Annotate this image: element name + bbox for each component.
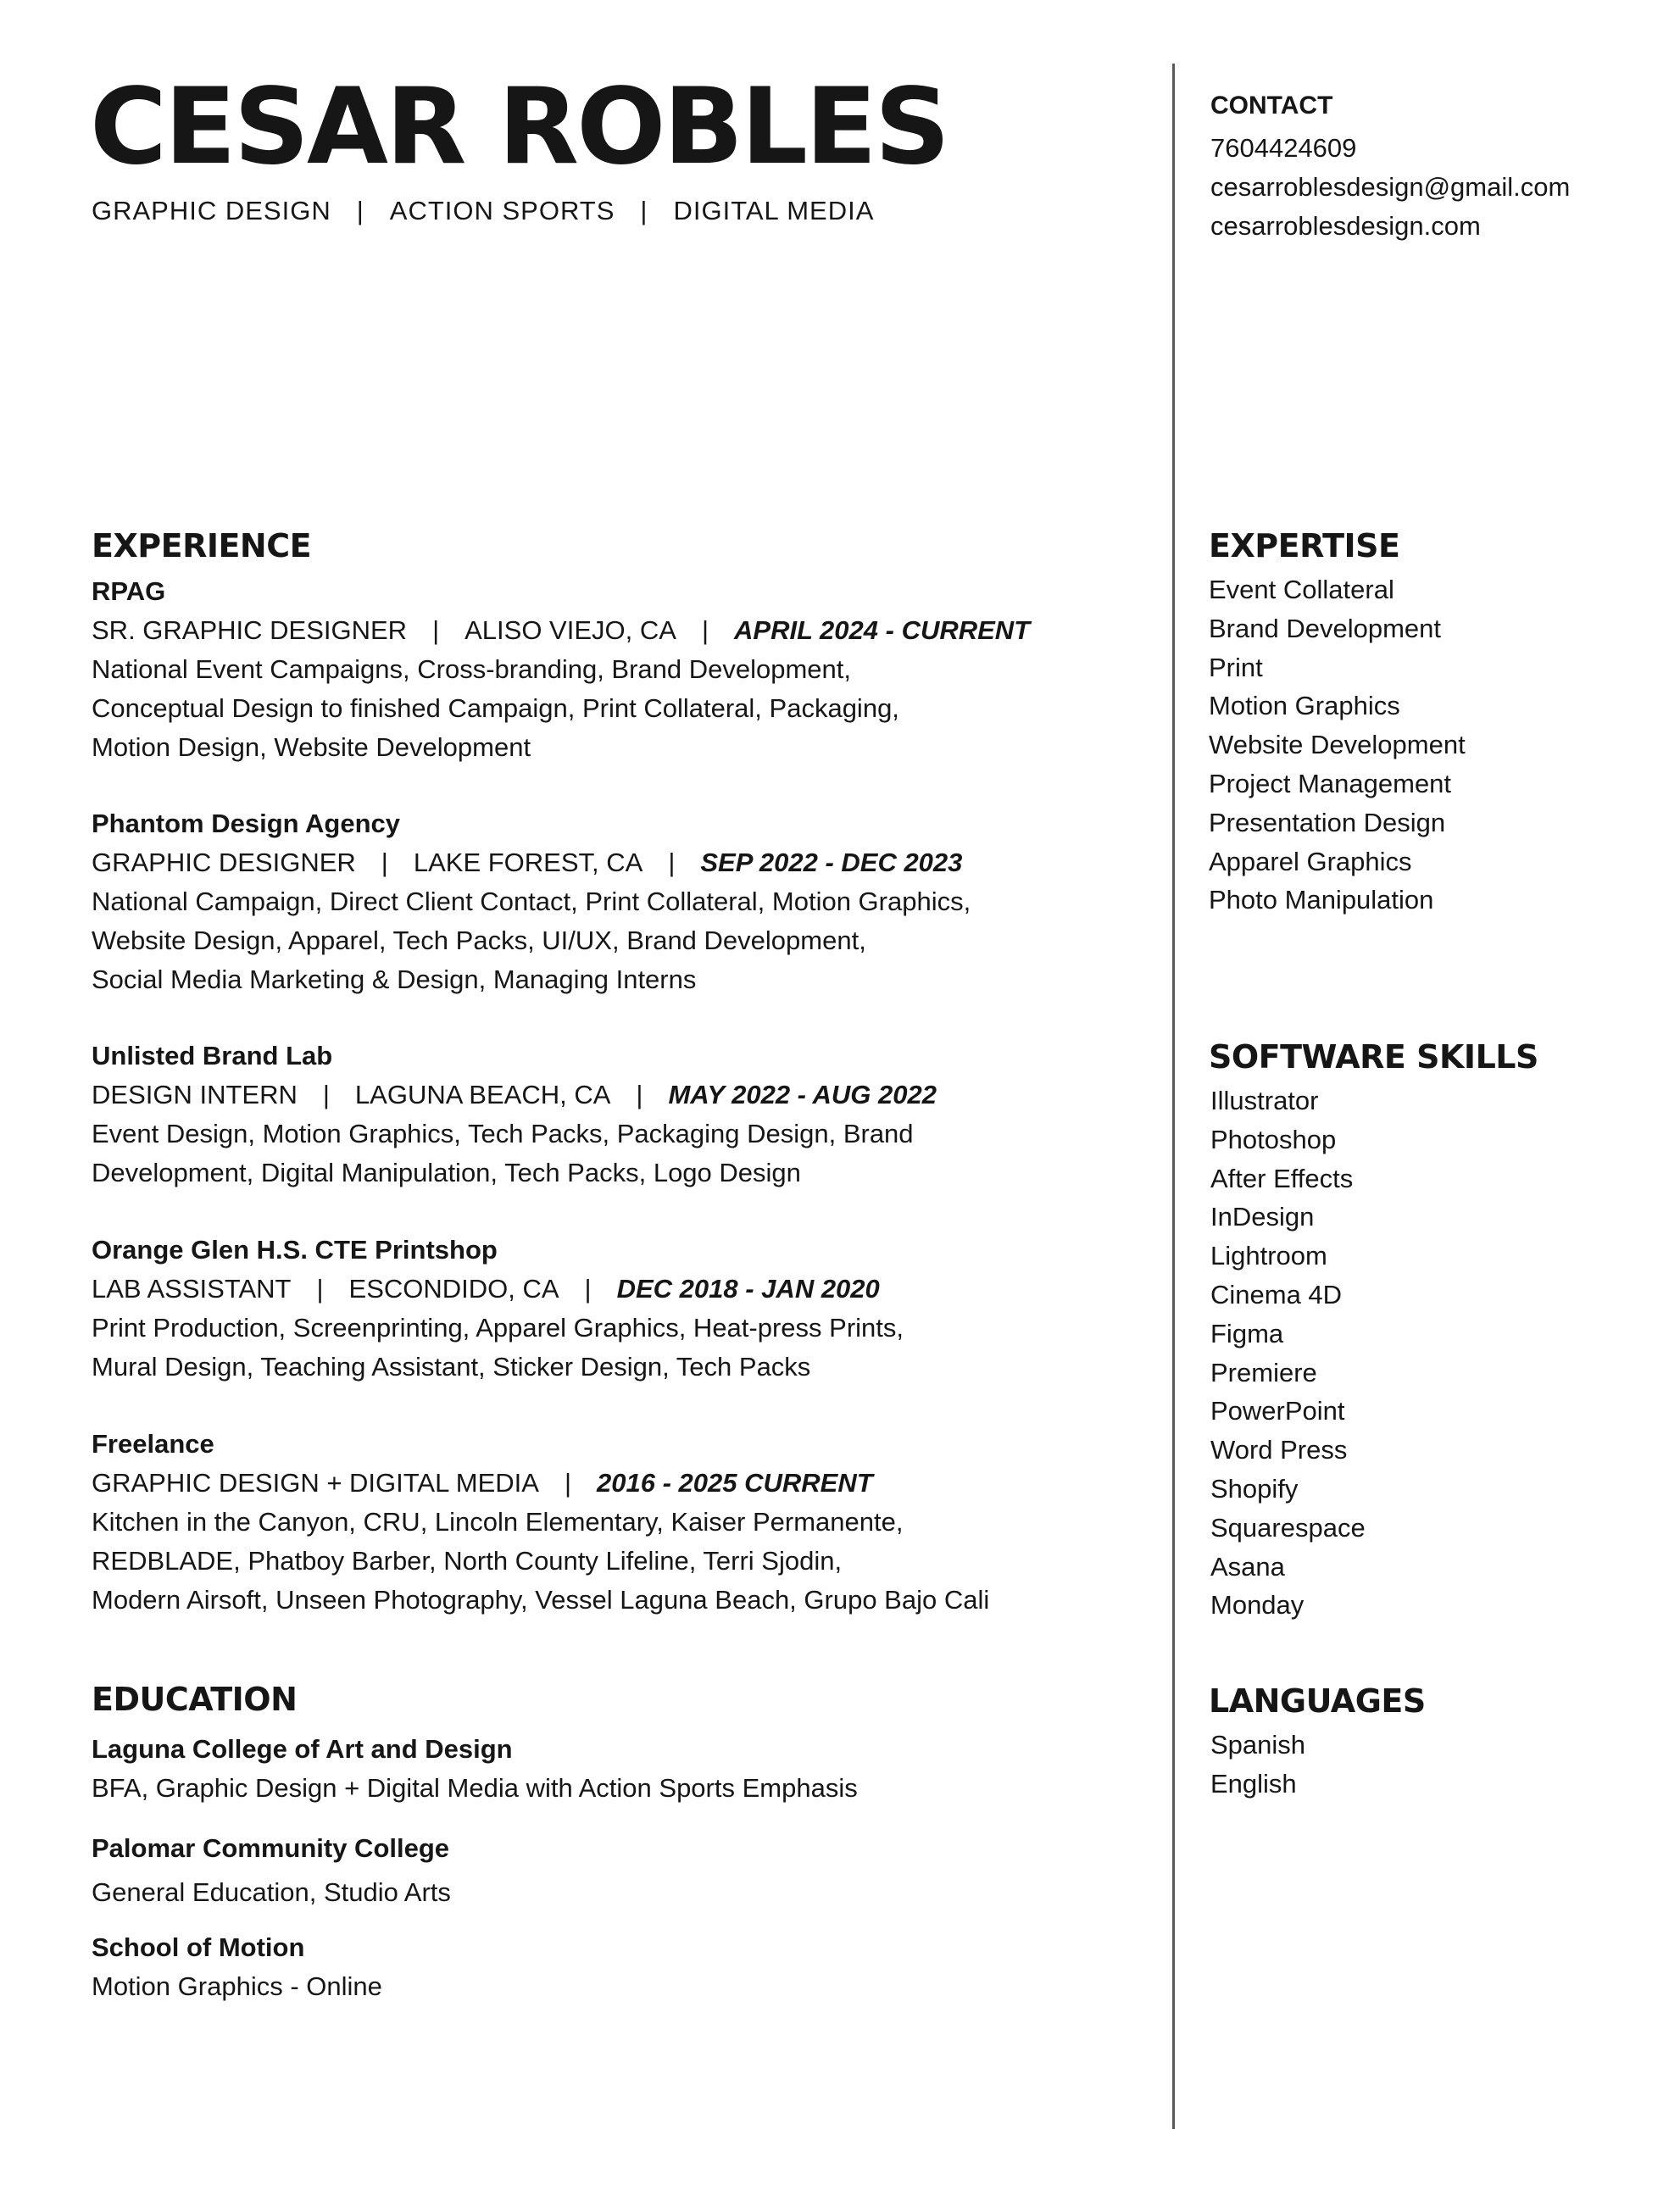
job-dates: MAY 2022 - AUG 2022 xyxy=(668,1080,937,1109)
column-divider xyxy=(1172,64,1175,2129)
school-name: School of Motion xyxy=(92,1932,305,1962)
expertise-item: Apparel Graphics xyxy=(1209,846,1412,876)
language-item: Spanish xyxy=(1210,1730,1306,1760)
job-dates: APRIL 2024 - CURRENT xyxy=(734,615,1031,645)
role-separator: | xyxy=(668,848,676,877)
role-separator: | xyxy=(316,1274,324,1304)
role-separator: | xyxy=(381,848,388,877)
software-skill-item: PowerPoint xyxy=(1210,1396,1345,1426)
experience-item xyxy=(92,572,1109,767)
role-separator: | xyxy=(701,615,709,645)
job-description: Event Design, Motion Graphics, Tech Packs, Packaging Design, Brand Development, Digital Manipulation, Tech Packs, Logo Design xyxy=(92,1119,914,1187)
expertise-item: Website Development xyxy=(1209,730,1466,760)
expertise-item: Print xyxy=(1209,652,1263,682)
job-role: GRAPHIC DESIGNER xyxy=(92,848,356,877)
job-role: DESIGN INTERN xyxy=(92,1080,298,1109)
expertise-list xyxy=(1209,570,1466,920)
software-skill-item: Shopify xyxy=(1210,1473,1299,1504)
tagline xyxy=(92,196,874,226)
job-location: LAGUNA BEACH, CA xyxy=(354,1080,611,1109)
education-heading: EDUCATION xyxy=(92,1681,298,1718)
job-role-line xyxy=(92,843,1109,882)
job-role-line xyxy=(92,1076,1109,1115)
job-role: GRAPHIC DESIGN + DIGITAL MEDIA xyxy=(92,1468,539,1498)
language-item: English xyxy=(1210,1768,1297,1799)
software-skill-item: InDesign xyxy=(1210,1202,1315,1232)
tagline-separator: | xyxy=(356,196,364,225)
contact-website[interactable]: cesarroblesdesign.com xyxy=(1210,211,1481,241)
experience-heading: EXPERIENCE xyxy=(92,527,312,564)
job-description: National Event Campaigns, Cross-branding, Brand Development, Conceptual Design to finished Campaign, Print Collateral, Packaging, Motion Design, Website Development xyxy=(92,654,899,762)
expertise-item: Motion Graphics xyxy=(1209,691,1400,721)
expertise-heading: EXPERTISE xyxy=(1209,527,1400,564)
role-separator: | xyxy=(636,1080,643,1109)
job-dates: SEP 2022 - DEC 2023 xyxy=(700,848,963,877)
languages-heading: LANGUAGES xyxy=(1209,1682,1426,1720)
job-location: LAKE FOREST, CA xyxy=(413,848,643,877)
role-separator: | xyxy=(322,1080,330,1109)
expertise-item: Brand Development xyxy=(1209,613,1441,643)
job-role: SR. GRAPHIC DESIGNER xyxy=(92,615,408,645)
job-dates: DEC 2018 - JAN 2020 xyxy=(616,1274,880,1304)
job-company: Phantom Design Agency xyxy=(92,809,401,838)
software-skill-item: Lightroom xyxy=(1210,1241,1327,1271)
contact-phone[interactable]: 7604424609 xyxy=(1210,133,1357,163)
education-item xyxy=(92,1730,858,1808)
expertise-item: Event Collateral xyxy=(1209,575,1394,604)
contact-list xyxy=(1210,129,1570,246)
role-separator: | xyxy=(432,615,440,645)
tagline-item: DIGITAL MEDIA xyxy=(673,196,875,225)
school-detail: Motion Graphics - Online xyxy=(92,1971,382,2001)
software-skill-item: Word Press xyxy=(1210,1435,1348,1465)
contact-heading: CONTACT xyxy=(1210,92,1333,120)
software-skill-item: Photoshop xyxy=(1210,1124,1337,1154)
experience-item xyxy=(92,1425,1109,1620)
school-detail: BFA, Graphic Design + Digital Media with Action Sports Emphasis xyxy=(92,1773,858,1803)
job-description: National Campaign, Direct Client Contact, Print Collateral, Motion Graphics, Website Design, Apparel, Tech Packs, UI/UX, Brand Development, Social Media Marketing & Design, Managing Interns xyxy=(92,887,971,994)
job-dates: 2016 - 2025 CURRENT xyxy=(597,1468,873,1498)
school-name: Laguna College of Art and Design xyxy=(92,1734,513,1764)
tagline-item: ACTION SPORTS xyxy=(389,196,615,225)
job-company: Unlisted Brand Lab xyxy=(92,1041,333,1070)
software-skills-heading: SOFTWARE SKILLS xyxy=(1209,1038,1538,1076)
software-skill-item: Cinema 4D xyxy=(1210,1279,1343,1309)
job-role: LAB ASSISTANT xyxy=(92,1274,292,1304)
experience-item xyxy=(92,1231,1109,1387)
job-description: Kitchen in the Canyon, CRU, Lincoln Elementary, Kaiser Permanente, REDBLADE, Phatboy Barber, North County Lifeline, Terri Sjodin, Modern Airsoft, Unseen Photography, Vessel Laguna Beach, Grupo Bajo Cali xyxy=(92,1507,990,1615)
job-company: RPAG xyxy=(92,576,166,606)
tagline-separator: | xyxy=(640,196,648,225)
experience-item xyxy=(92,1037,1109,1193)
role-separator: | xyxy=(564,1468,572,1498)
job-role-line xyxy=(92,1464,1109,1503)
education-item xyxy=(92,1928,382,2006)
education-item xyxy=(92,1829,451,1912)
expertise-item: Project Management xyxy=(1209,768,1452,798)
school-detail: General Education, Studio Arts xyxy=(92,1877,451,1907)
tagline-item: GRAPHIC DESIGN xyxy=(92,196,331,225)
school-name: Palomar Community College xyxy=(92,1833,450,1863)
software-skill-item: Squarespace xyxy=(1210,1512,1366,1543)
job-role-line xyxy=(92,1270,1109,1309)
software-skill-item: Premiere xyxy=(1210,1357,1317,1387)
software-skills-list xyxy=(1210,1081,1366,1625)
contact-email[interactable]: cesarroblesdesign@gmail.com xyxy=(1210,172,1571,202)
expertise-item: Presentation Design xyxy=(1209,807,1446,837)
job-company: Freelance xyxy=(92,1429,214,1459)
software-skill-item: Monday xyxy=(1210,1590,1305,1621)
languages-list xyxy=(1210,1726,1305,1804)
expertise-item: Photo Manipulation xyxy=(1209,885,1434,915)
job-description: Print Production, Screenprinting, Apparel Graphics, Heat-press Prints, Mural Design, Teaching Assistant, Sticker Design, Tech Packs xyxy=(92,1313,904,1382)
job-location: ALISO VIEJO, CA xyxy=(465,615,676,645)
job-company: Orange Glen H.S. CTE Printshop xyxy=(92,1235,498,1265)
software-skill-item: Asana xyxy=(1210,1551,1285,1582)
job-location: ESCONDIDO, CA xyxy=(348,1274,559,1304)
candidate-name: CESAR ROBLES xyxy=(90,66,948,188)
software-skill-item: Illustrator xyxy=(1210,1086,1319,1115)
job-role-line xyxy=(92,611,1109,650)
software-skill-item: After Effects xyxy=(1210,1163,1354,1193)
experience-item xyxy=(92,804,1109,999)
role-separator: | xyxy=(584,1274,592,1304)
software-skill-item: Figma xyxy=(1210,1318,1284,1348)
